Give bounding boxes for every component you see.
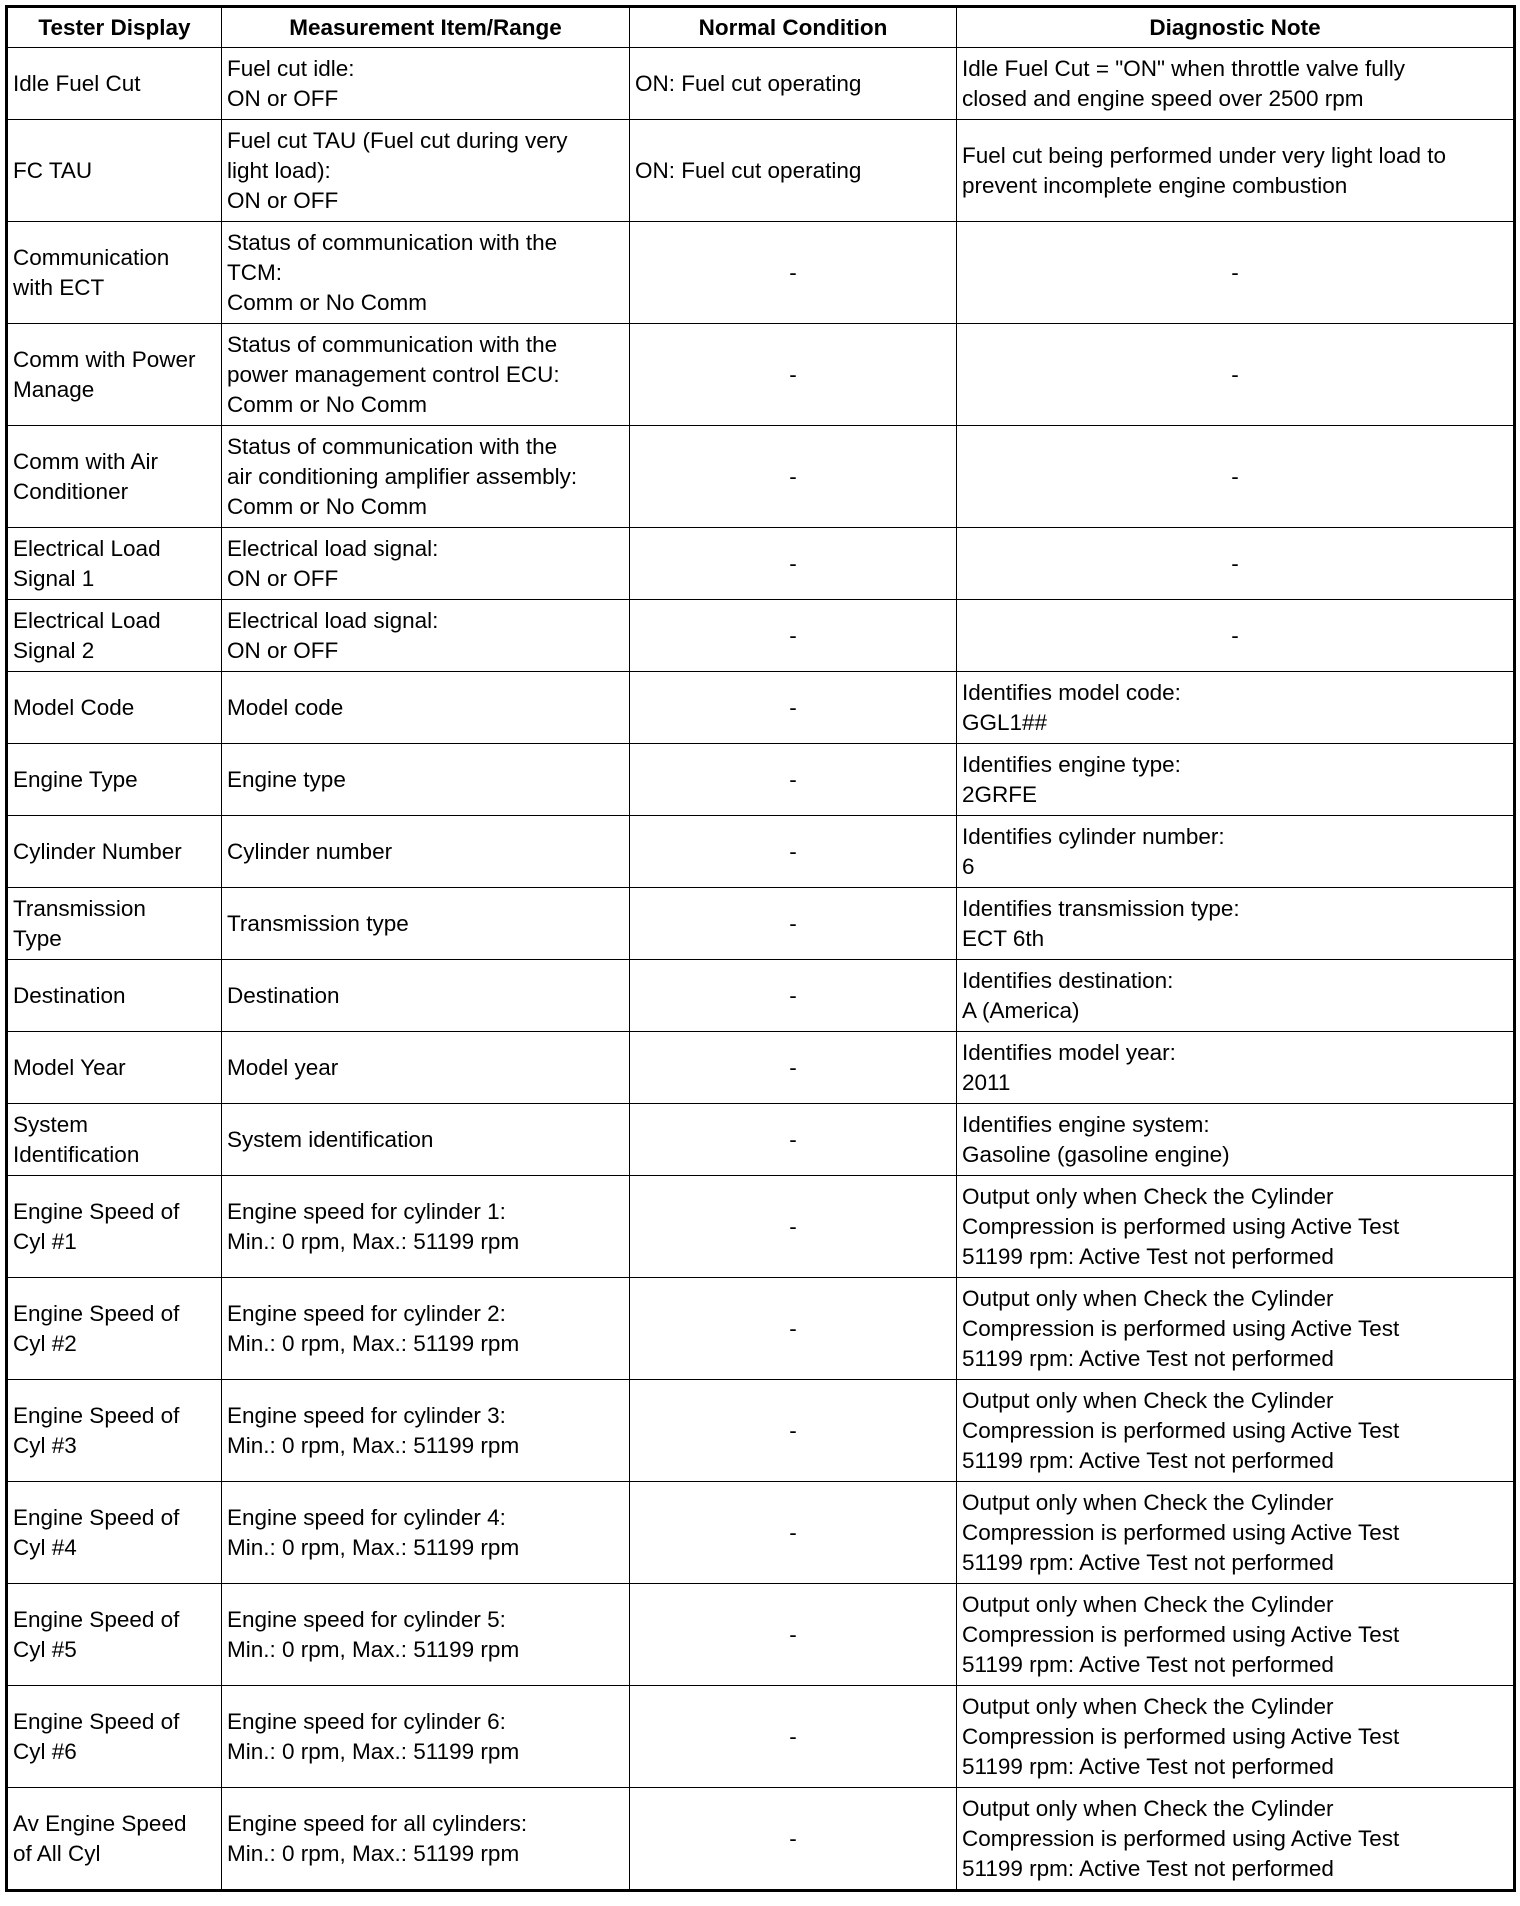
normal-condition-cell [630,1584,957,1686]
diagnostic-note-cell [957,48,1515,120]
table-row [7,222,1515,324]
measurement-item-cell-line: Min.: 0 rpm, Max.: 51199 rpm [227,1432,520,1458]
normal-condition-cell [630,48,957,120]
diagnostic-note-cell [957,324,1515,426]
tester-display-cell [7,324,222,426]
table-row [7,1176,1515,1278]
measurement-item-cell-line: light load): [227,157,331,183]
diagnostic-note-cell-line: Output only when Check the Cylinder [962,1795,1334,1821]
normal-condition-cell [630,1176,957,1278]
tester-display-cell-line: Type [13,925,62,951]
tester-display-cell [7,1686,222,1788]
table-row [7,1032,1515,1104]
tester-display-cell-line: Engine Speed of [13,1402,180,1428]
diagnostic-note-cell-line: - [1231,550,1239,576]
measurement-item-cell-line: Fuel cut TAU (Fuel cut during very [227,127,568,153]
diagnostic-note-cell-line: Identifies model year: [962,1039,1176,1065]
tester-display-cell-line: Transmission [13,895,146,921]
normal-condition-cell-line: - [789,361,797,387]
table-row [7,1686,1515,1788]
normal-condition-cell-line: - [789,622,797,648]
diagnostic-note-cell-line: Output only when Check the Cylinder [962,1285,1334,1311]
table-row [7,1278,1515,1380]
diagnostic-note-cell [957,222,1515,324]
table-row [7,324,1515,426]
diagnostic-note-cell-line: Compression is performed using Active Test [962,1621,1400,1647]
diagnostic-note-cell-line: 6 [962,853,975,879]
diagnostic-note-cell-line: Identifies cylinder number: [962,823,1225,849]
diagnostic-note-cell [957,1788,1515,1891]
diagnostic-note-cell [957,672,1515,744]
normal-condition-cell [630,1104,957,1176]
measurement-item-cell [222,960,630,1032]
normal-condition-cell-line: - [789,1417,797,1443]
table-row [7,1482,1515,1584]
diagnostic-note-cell-line: 51199 rpm: Active Test not performed [962,1549,1334,1575]
diagnostic-note-cell-line: 51199 rpm: Active Test not performed [962,1345,1334,1371]
diagnostic-note-cell [957,1278,1515,1380]
diagnostic-note-cell-line: 51199 rpm: Active Test not performed [962,1243,1334,1269]
normal-condition-cell [630,744,957,816]
tester-display-cell [7,120,222,222]
tester-display-cell-line: Cyl #2 [13,1330,77,1356]
diagnostic-note-cell [957,528,1515,600]
normal-condition-cell-line: - [789,1723,797,1749]
diagnostic-note-cell-line: Output only when Check the Cylinder [962,1591,1334,1617]
tester-display-cell-line: Electrical Load [13,607,161,633]
tester-display-cell [7,600,222,672]
tester-display-cell-line: Engine Speed of [13,1708,180,1734]
measurement-item-cell [222,672,630,744]
tester-display-cell-line: Cyl #4 [13,1534,77,1560]
tester-display-cell-line: with ECT [13,274,105,300]
tester-display-cell [7,960,222,1032]
measurement-item-cell-line: Electrical load signal: [227,607,439,633]
diagnostic-note-cell [957,1380,1515,1482]
diagnostic-note-cell-line: - [1231,622,1239,648]
tester-display-cell [7,672,222,744]
normal-condition-cell-line: - [789,694,797,720]
normal-condition-cell [630,1788,957,1891]
measurement-item-cell-line: Engine speed for cylinder 3: [227,1402,506,1428]
tester-display-cell [7,1482,222,1584]
diagnostic-note-cell-line: Output only when Check the Cylinder [962,1183,1334,1209]
table-row [7,960,1515,1032]
measurement-item-cell [222,1584,630,1686]
diagnostic-note-cell-line: Identifies engine type: [962,751,1181,777]
diagnostic-note-cell-line: ECT 6th [962,925,1045,951]
header-row [7,7,1515,48]
measurement-item-cell-line: Engine speed for cylinder 2: [227,1300,506,1326]
table-row [7,1380,1515,1482]
normal-condition-cell [630,816,957,888]
table-row [7,48,1515,120]
tester-display-cell-line: Identification [13,1141,140,1167]
measurement-item-cell-line: Status of communication with the [227,331,558,357]
normal-condition-cell [630,426,957,528]
diagnostic-note-cell-line: Output only when Check the Cylinder [962,1489,1334,1515]
measurement-item-cell-line: Fuel cut idle: [227,55,355,81]
normal-condition-cell-line: - [789,766,797,792]
tester-display-cell [7,48,222,120]
measurement-item-cell-line: Min.: 0 rpm, Max.: 51199 rpm [227,1228,520,1254]
tester-display-cell [7,888,222,960]
table-row [7,600,1515,672]
diagnostic-note-cell-line: Compression is performed using Active Test [962,1723,1400,1749]
tester-display-cell-line: Idle Fuel Cut [13,70,141,96]
data-list-table [5,5,1516,1892]
measurement-item-cell-line: TCM: [227,259,282,285]
normal-condition-cell [630,1380,957,1482]
diagnostic-note-cell-line: 2011 [962,1069,1011,1095]
measurement-item-cell [222,888,630,960]
normal-condition-cell [630,222,957,324]
tester-display-cell [7,1032,222,1104]
measurement-item-cell-line: Min.: 0 rpm, Max.: 51199 rpm [227,1738,520,1764]
diagnostic-note-cell-line: 51199 rpm: Active Test not performed [962,1651,1334,1677]
tester-display-cell [7,426,222,528]
normal-condition-cell [630,324,957,426]
tester-display-cell-line: Destination [13,982,126,1008]
tester-display-cell-line: Signal 1 [13,565,95,591]
diagnostic-note-cell-line: Identifies transmission type: [962,895,1240,921]
diagnostic-note-cell [957,1584,1515,1686]
tester-display-cell [7,1380,222,1482]
measurement-item-cell-line: Transmission type [227,910,409,936]
measurement-item-cell [222,120,630,222]
table-row [7,1584,1515,1686]
measurement-item-cell-line: Engine speed for cylinder 6: [227,1708,506,1734]
diagnostic-note-cell-line: Identifies destination: [962,967,1174,993]
diagnostic-note-cell [957,600,1515,672]
diagnostic-note-cell [957,888,1515,960]
diagnostic-note-cell-line: - [1231,361,1239,387]
measurement-item-cell-line: Status of communication with the [227,433,558,459]
measurement-item-cell-line: ON or OFF [227,565,339,591]
diagnostic-note-cell-line: Identifies engine system: [962,1111,1210,1137]
normal-condition-cell-line: - [789,1315,797,1341]
measurement-item-cell-line: Comm or No Comm [227,493,428,519]
tester-display-cell-line: Communication [13,244,170,270]
tester-display-cell-line: Engine Speed of [13,1606,180,1632]
normal-condition-cell [630,1032,957,1104]
diagnostic-note-cell-line: Compression is performed using Active Test [962,1315,1400,1341]
measurement-item-cell [222,1380,630,1482]
normal-condition-cell [630,600,957,672]
measurement-item-cell-line: Model year [227,1054,339,1080]
tester-display-cell-line: Cyl #1 [13,1228,77,1254]
table-row [7,528,1515,600]
measurement-item-cell [222,1686,630,1788]
tester-display-cell-line: Electrical Load [13,535,161,561]
normal-condition-cell-line: - [789,1519,797,1545]
diagnostic-note-cell-line: 51199 rpm: Active Test not performed [962,1753,1334,1779]
normal-condition-cell-line: ON: Fuel cut operating [635,157,862,183]
normal-condition-cell-line: - [789,463,797,489]
tester-display-cell [7,528,222,600]
diagnostic-note-cell-line: - [1231,463,1239,489]
measurement-item-cell [222,1104,630,1176]
tester-display-cell [7,1278,222,1380]
normal-condition-cell [630,960,957,1032]
measurement-item-cell-line: air conditioning amplifier assembly: [227,463,578,489]
diagnostic-note-cell-line: Output only when Check the Cylinder [962,1693,1334,1719]
normal-condition-cell-line: - [789,1213,797,1239]
diagnostic-note-cell-line: 51199 rpm: Active Test not performed [962,1855,1334,1881]
tester-display-cell-line: Model Year [13,1054,126,1080]
normal-condition-cell-line: - [789,838,797,864]
measurement-item-cell-line: ON or OFF [227,187,339,213]
tester-display-cell-line: FC TAU [13,157,93,183]
tester-display-cell-line: Cylinder Number [13,838,182,864]
normal-condition-cell-line: - [789,1825,797,1851]
tester-display-cell [7,222,222,324]
measurement-item-cell [222,600,630,672]
measurement-item-cell-line: Model code [227,694,344,720]
diagnostic-note-cell [957,744,1515,816]
diagnostic-note-cell-line: closed and engine speed over 2500 rpm [962,85,1364,111]
diagnostic-note-cell-line: Compression is performed using Active Test [962,1519,1400,1545]
table-row [7,1104,1515,1176]
measurement-item-cell-line: Comm or No Comm [227,391,428,417]
tester-display-cell-line: Comm with Air [13,448,159,474]
measurement-item-cell-line: Electrical load signal: [227,535,439,561]
diagnostic-note-cell-line: 51199 rpm: Active Test not performed [962,1447,1334,1473]
tester-display-cell [7,744,222,816]
diagnostic-note-cell-line: Gasoline (gasoline engine) [962,1141,1230,1167]
diagnostic-note-cell [957,816,1515,888]
diagnostic-note-cell-line: Compression is performed using Active Test [962,1417,1400,1443]
measurement-item-cell [222,1176,630,1278]
diagnostic-note-cell [957,120,1515,222]
measurement-item-cell-line: Status of communication with the [227,229,558,255]
tester-display-cell-line: Manage [13,376,95,402]
normal-condition-cell [630,888,957,960]
diagnostic-note-cell-line: - [1231,259,1239,285]
table-row [7,426,1515,528]
tester-display-cell-line: Av Engine Speed [13,1810,187,1836]
diagnostic-note-cell-line: Compression is performed using Active Test [962,1825,1400,1851]
normal-condition-cell-line: ON: Fuel cut operating [635,70,862,96]
normal-condition-cell-line: - [789,550,797,576]
measurement-item-cell-line: Engine speed for all cylinders: [227,1810,528,1836]
diagnostic-note-cell-line: Identifies model code: [962,679,1181,705]
normal-condition-cell [630,1482,957,1584]
tester-display-cell-line: Model Code [13,694,135,720]
tester-display-cell-line: Engine Speed of [13,1198,180,1224]
normal-condition-cell-line: - [789,1126,797,1152]
diagnostic-note-cell-line: prevent incomplete engine combustion [962,172,1348,198]
diagnostic-note-cell-line: GGL1## [962,709,1048,735]
header-measurement-item: Measurement Item/Range [222,7,630,48]
measurement-item-cell-line: Engine speed for cylinder 5: [227,1606,506,1632]
diagnostic-note-cell-line: Compression is performed using Active Test [962,1213,1400,1239]
measurement-item-cell [222,1482,630,1584]
header-normal-condition: Normal Condition [630,7,957,48]
table-row [7,1788,1515,1891]
normal-condition-cell-line: - [789,910,797,936]
diagnostic-note-cell [957,1686,1515,1788]
tester-display-cell-line: Cyl #3 [13,1432,77,1458]
measurement-item-cell-line: Comm or No Comm [227,289,428,315]
measurement-item-cell-line: power management control ECU: [227,361,560,387]
diagnostic-note-cell [957,1482,1515,1584]
measurement-item-cell [222,222,630,324]
table-row [7,888,1515,960]
normal-condition-cell [630,672,957,744]
normal-condition-cell [630,1278,957,1380]
measurement-item-cell-line: Destination [227,982,340,1008]
measurement-item-cell [222,1032,630,1104]
measurement-item-cell [222,48,630,120]
diagnostic-note-cell [957,426,1515,528]
tester-display-cell [7,1104,222,1176]
diagnostic-note-cell [957,960,1515,1032]
normal-condition-cell-line: - [789,259,797,285]
header-tester-display: Tester Display [7,7,222,48]
tester-display-cell [7,816,222,888]
diagnostic-note-cell-line: 2GRFE [962,781,1038,807]
table-row [7,816,1515,888]
measurement-item-cell-line: Engine speed for cylinder 1: [227,1198,506,1224]
measurement-item-cell [222,816,630,888]
measurement-item-cell-line: System identification [227,1126,434,1152]
measurement-item-cell-line: Min.: 0 rpm, Max.: 51199 rpm [227,1534,520,1560]
measurement-item-cell [222,426,630,528]
tester-display-cell-line: Cyl #5 [13,1636,77,1662]
tester-display-cell-line: Engine Type [13,766,138,792]
tester-display-cell-line: Engine Speed of [13,1504,180,1530]
diagnostic-note-cell-line: Fuel cut being performed under very light load to [962,142,1447,168]
diagnostic-note-cell-line: A (America) [962,997,1080,1023]
measurement-item-cell [222,1278,630,1380]
diagnostic-note-cell [957,1032,1515,1104]
table-row [7,120,1515,222]
measurement-item-cell-line: Cylinder number [227,838,393,864]
tester-display-cell-line: Cyl #6 [13,1738,77,1764]
tester-display-cell-line: System [13,1111,89,1137]
tester-display-cell-line: Comm with Power [13,346,196,372]
diagnostic-note-cell [957,1176,1515,1278]
diagnostic-note-cell-line: Output only when Check the Cylinder [962,1387,1334,1413]
normal-condition-cell-line: - [789,982,797,1008]
tester-display-cell [7,1584,222,1686]
measurement-item-cell [222,324,630,426]
normal-condition-cell-line: - [789,1054,797,1080]
measurement-item-cell-line: Engine speed for cylinder 4: [227,1504,506,1530]
tester-display-cell-line: Signal 2 [13,637,95,663]
tester-display-cell-line: Engine Speed of [13,1300,180,1326]
normal-condition-cell-line: - [789,1621,797,1647]
diagnostic-note-cell-line: Idle Fuel Cut = "ON" when throttle valve fully [962,55,1406,81]
measurement-item-cell-line: Min.: 0 rpm, Max.: 51199 rpm [227,1840,520,1866]
measurement-item-cell-line: ON or OFF [227,637,339,663]
measurement-item-cell [222,1788,630,1891]
tester-display-cell-line: of All Cyl [13,1840,101,1866]
measurement-item-cell-line: Min.: 0 rpm, Max.: 51199 rpm [227,1330,520,1356]
table-row [7,744,1515,816]
tester-display-cell [7,1176,222,1278]
measurement-item-cell-line: ON or OFF [227,85,339,111]
measurement-item-cell [222,744,630,816]
normal-condition-cell [630,1686,957,1788]
measurement-item-cell-line: Engine type [227,766,346,792]
header-diagnostic-note: Diagnostic Note [957,7,1515,48]
measurement-item-cell [222,528,630,600]
normal-condition-cell [630,528,957,600]
tester-display-cell-line: Conditioner [13,478,129,504]
measurement-item-cell-line: Min.: 0 rpm, Max.: 51199 rpm [227,1636,520,1662]
tester-display-cell [7,1788,222,1891]
normal-condition-cell [630,120,957,222]
table-row [7,672,1515,744]
diagnostic-note-cell [957,1104,1515,1176]
